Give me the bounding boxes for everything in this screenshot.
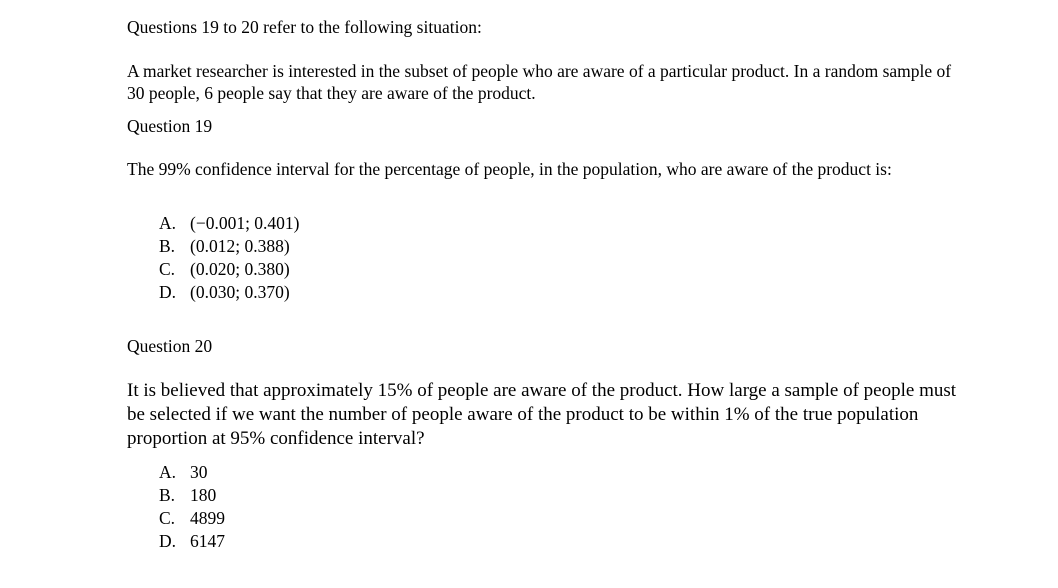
option-letter: A. — [159, 462, 177, 482]
option-d — [159, 530, 225, 553]
option-d — [159, 281, 300, 304]
question-19-heading: Question 19 — [127, 116, 213, 136]
option-letter: D. — [159, 282, 177, 302]
option-text: (−0.001; 0.401) — [190, 213, 300, 233]
option-text: (0.012; 0.388) — [190, 236, 290, 256]
option-letter: C. — [159, 259, 176, 279]
option-a — [159, 461, 225, 484]
option-b — [159, 484, 225, 507]
option-letter: B. — [159, 485, 176, 505]
option-letter: D. — [159, 531, 177, 551]
option-c — [159, 258, 300, 281]
question-19-options — [159, 212, 300, 304]
question-20-heading: Question 20 — [127, 336, 213, 356]
question-19-text: The 99% confidence interval for the percentage of people, in the population, who are aware of the product is: — [127, 159, 892, 179]
option-text: 180 — [190, 485, 217, 505]
option-text: 4899 — [190, 508, 225, 528]
option-letter: B. — [159, 236, 176, 256]
situation-text: A market researcher is interested in the subset of people who are aware of a particular product. In a random sample of 30 people, 6 people say that they are aware of the product. — [127, 61, 952, 103]
option-letter: A. — [159, 213, 177, 233]
option-c — [159, 507, 225, 530]
question-20-options — [159, 461, 225, 553]
option-letter: C. — [159, 508, 176, 528]
intro-text: Questions 19 to 20 refer to the following situation: — [127, 17, 482, 37]
question-20-text: It is believed that approximately 15% of people are aware of the product. How large a sample of people must be selected if we want the number of people aware of the product to be within 1% of the true population proportion at 95% confidence interval? — [127, 380, 957, 449]
option-text: 30 — [190, 462, 208, 482]
option-a — [159, 212, 300, 235]
option-text: (0.030; 0.370) — [190, 282, 290, 302]
option-text: 6147 — [190, 531, 225, 551]
option-text: (0.020; 0.380) — [190, 259, 290, 279]
option-b — [159, 235, 300, 258]
